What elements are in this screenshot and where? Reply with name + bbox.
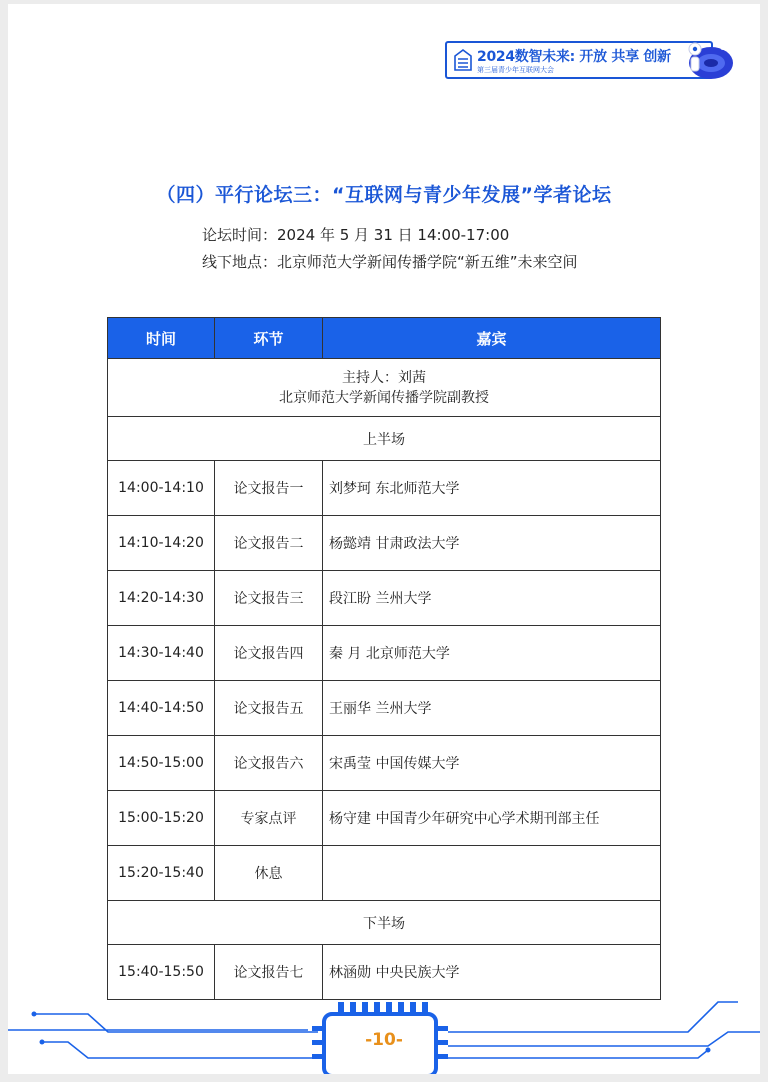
host-row — [108, 359, 661, 417]
row-guest: 杨守建 中国青少年研究中心学术期刊部主任 — [323, 791, 661, 846]
row-session: 休息 — [215, 846, 323, 901]
row-guest: 刘梦珂 东北师范大学 — [323, 461, 661, 516]
table-row — [108, 571, 661, 626]
row-session: 论文报告一 — [215, 461, 323, 516]
logo-subtitle: 第三届青少年互联网大会 — [477, 66, 554, 74]
page-number: -10- — [365, 1030, 403, 1050]
host-cell — [108, 359, 661, 417]
row-time: 14:20-14:30 — [108, 571, 215, 626]
table-row — [108, 461, 661, 516]
row-time: 15:00-15:20 — [108, 791, 215, 846]
row-session: 论文报告二 — [215, 516, 323, 571]
row-time: 14:30-14:40 — [108, 626, 215, 681]
row-session: 论文报告三 — [215, 571, 323, 626]
row-time: 14:50-15:00 — [108, 736, 215, 791]
logo-banner — [445, 41, 713, 79]
conference-logo — [445, 37, 735, 85]
header-time: 时间 — [108, 318, 215, 359]
row-session: 论文报告七 — [215, 945, 323, 1000]
row-time: 14:00-14:10 — [108, 461, 215, 516]
row-time: 14:10-14:20 — [108, 516, 215, 571]
row-session: 论文报告五 — [215, 681, 323, 736]
host-title: 北京师范大学新闻传播学院副教授 — [279, 389, 489, 406]
second-half-label: 下半场 — [108, 901, 661, 945]
row-time: 14:40-14:50 — [108, 681, 215, 736]
row-guest: 林涵勋 中央民族大学 — [323, 945, 661, 1000]
table-row — [108, 681, 661, 736]
row-guest: 秦 月 北京师范大学 — [323, 626, 661, 681]
second-half-row — [108, 901, 661, 945]
header-guest: 嘉宾 — [323, 318, 661, 359]
row-session: 专家点评 — [215, 791, 323, 846]
header-session: 环节 — [215, 318, 323, 359]
row-session: 论文报告四 — [215, 626, 323, 681]
row-guest: 宋禹莹 中国传媒大学 — [323, 736, 661, 791]
row-guest: 段江盼 兰州大学 — [323, 571, 661, 626]
schedule-table — [107, 317, 661, 1000]
first-half-row — [108, 417, 661, 461]
table-row — [108, 736, 661, 791]
table-row — [108, 791, 661, 846]
row-guest: 王丽华 兰州大学 — [323, 681, 661, 736]
logo-title: 2024数智未来: 开放 共享 创新 — [477, 49, 671, 65]
forum-location: 线下地点：北京师范大学新闻传播学院“新五维”未来空间 — [202, 253, 578, 271]
table-row — [108, 846, 661, 901]
document-page — [8, 4, 760, 1074]
table-row — [108, 945, 661, 1000]
row-guest: 杨懿靖 甘肃政法大学 — [323, 516, 661, 571]
section-title: （四）平行论坛三：“互联网与青少年发展”学者论坛 — [156, 184, 612, 206]
table-header-row — [108, 318, 661, 359]
forum-time: 论坛时间：2024 年 5 月 31 日 14:00-17:00 — [202, 226, 510, 244]
building-icon — [453, 49, 473, 71]
host-name: 主持人：刘茜 — [342, 369, 426, 386]
row-time: 15:20-15:40 — [108, 846, 215, 901]
robot-orb-icon — [681, 37, 737, 85]
row-guest — [323, 846, 661, 901]
row-session: 论文报告六 — [215, 736, 323, 791]
first-half-label: 上半场 — [108, 417, 661, 461]
table-row — [108, 516, 661, 571]
table-row — [108, 626, 661, 681]
row-time: 15:40-15:50 — [108, 945, 215, 1000]
